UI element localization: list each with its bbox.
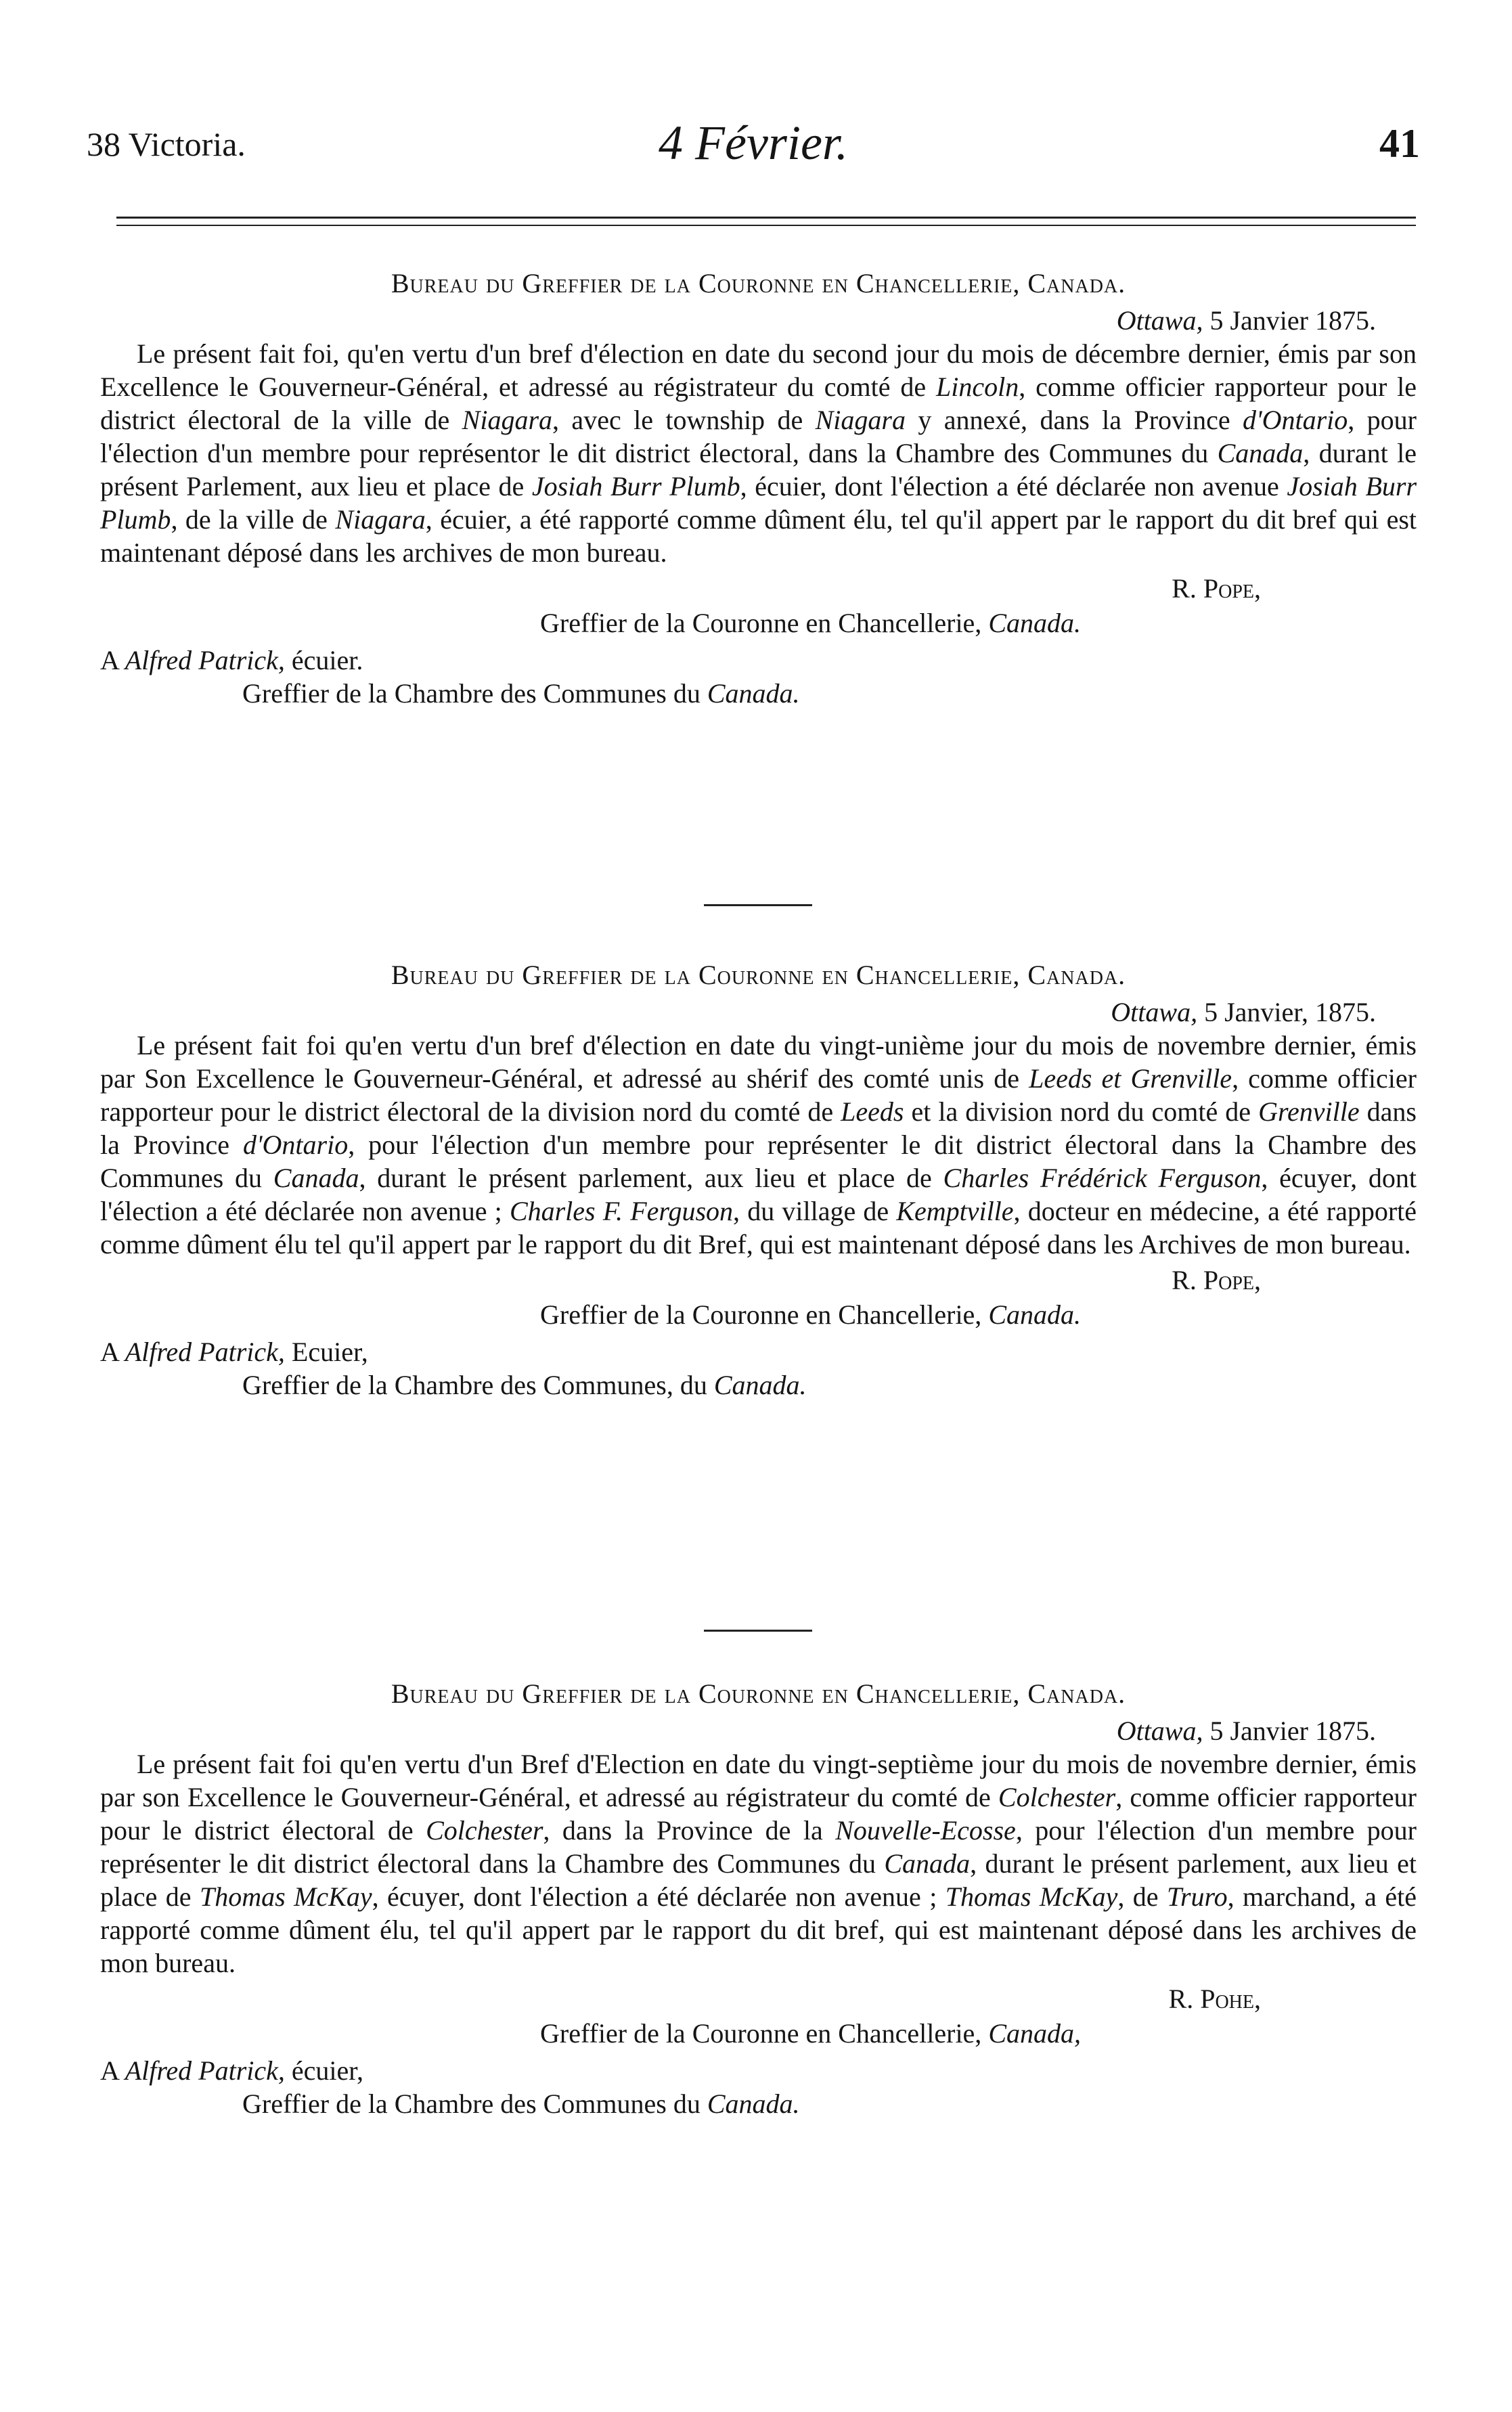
addressee — [100, 1335, 1417, 1368]
header-session: 38 Victoria. — [87, 125, 246, 163]
italic-text: Canada. — [988, 1299, 1081, 1330]
italic-text: Thomas McKay — [945, 1881, 1118, 1912]
page-number: 41 — [1379, 121, 1420, 166]
text-run: , pour l'élection d'un membre pour représenter le dit district électoral dans la Chambre des Communes du — [100, 1815, 1417, 1879]
italic-text: Colchester — [426, 1815, 543, 1846]
italic-text: Josiah Burr Plumb — [531, 471, 740, 501]
page-header — [87, 115, 1420, 176]
header-rule — [116, 217, 1416, 219]
notice-dateline — [100, 996, 1417, 1029]
signature-title — [100, 1298, 1417, 1331]
notice-title: Bureau du Greffier de la Couronne en Chancellerie, Canada. — [391, 960, 1126, 990]
text-run: Greffier de la Couronne en Chancellerie, — [540, 608, 989, 638]
text-run: Ecuier, — [284, 1337, 368, 1367]
text-run: , comme officier rapporteur pour le district électoral de la ville de — [100, 372, 1417, 435]
text-run: Greffier de la Couronne en Chancellerie, — [540, 2018, 989, 2049]
text-run: y annexé, dans la Province — [905, 405, 1243, 435]
text-run: , dans la Province de la — [543, 1815, 836, 1846]
text-run: A — [100, 645, 125, 675]
notice-dateline — [100, 304, 1417, 337]
italic-text: Colchester — [998, 1782, 1116, 1812]
text-run: dans la Province — [100, 1096, 1417, 1160]
italic-text: Truro — [1166, 1881, 1228, 1912]
notice-body — [100, 1747, 1417, 1980]
notice — [100, 267, 1417, 710]
signature-name: R. Pohe, — [1168, 1984, 1261, 2014]
italic-text: Canada — [884, 1848, 971, 1879]
notice-dateline — [100, 1714, 1417, 1747]
text-run: , de la ville de — [171, 504, 336, 535]
text-run: , marchand, a été rapporté comme dûment élu, tel qu'il appert par le rapport du dit bref, qui est maintenant déposé dans les archives de mon bureau. — [100, 1881, 1417, 1978]
text-run: , écuyer, dont l'élection a été déclarée non avenue ; — [100, 1163, 1417, 1226]
text-run: A — [100, 1337, 125, 1367]
text-run: , écuier, a été rapporté comme dûment élu, tel qu'il appert par le rapport du dit bref qui est maintenant déposé dans les archives de mon bureau. — [100, 504, 1417, 568]
section-separator — [704, 904, 812, 906]
italic-text: Nouvelle-Ecosse — [835, 1815, 1016, 1846]
text-run: Greffier de la Chambre des Communes du — [242, 678, 707, 709]
notice-body — [100, 337, 1417, 569]
italic-text: Josiah Burr Plumb — [100, 471, 1417, 535]
notice-title: Bureau du Greffier de la Couronne en Chancellerie, Canada. — [391, 1678, 1126, 1709]
text-run: , du village de — [733, 1196, 897, 1226]
text-run: Le présent fait foi qu'en vertu d'un Bref d'Election en date du vingt-septième jour du mois de novembre dernier, émis par son Excellence le Gouverneur-Général, et adressé au régistrateur du comté de — [100, 1749, 1417, 1812]
notice — [100, 958, 1417, 1402]
text-run: Le présent fait foi, qu'en vertu d'un bref d'élection en date du second jour du mois de décembre dernier, émis par son Excellence le Gouverneur-Général, et adressé au régistrateur du comté de — [100, 338, 1417, 402]
italic-text: Lincoln — [935, 372, 1019, 402]
italic-text: Canada — [273, 1163, 359, 1193]
header-date: 4 Février. — [659, 116, 848, 170]
text-run: Greffier de la Chambre des Communes, du — [242, 1370, 714, 1400]
text-run: , avec le township de — [552, 405, 816, 435]
text-run: A — [100, 2055, 125, 2086]
text-run: , pour l'élection d'un membre pour représentor le dit district électoral, dans la Chambre des Communes du — [100, 405, 1417, 468]
section-separator — [704, 1630, 812, 1632]
italic-text: Thomas McKay — [199, 1881, 372, 1912]
signature-title — [100, 606, 1417, 640]
italic-text: Charles Frédérick Ferguson — [943, 1163, 1262, 1193]
addressee-role — [100, 677, 1417, 710]
italic-text: Canada — [1217, 438, 1304, 468]
text-run: , comme officier rapporteur pour le district électoral de — [100, 1782, 1417, 1846]
text-run: Le présent fait foi qu'en vertu d'un bref d'élection en date du vingt-unième jour du mois de novembre dernier, émis par Son Excellence le Gouverneur-Général, et adressé au shérif des comté unis de — [100, 1030, 1417, 1094]
italic-text: Niagara — [815, 405, 906, 435]
italic-text: Niagara — [462, 405, 553, 435]
text-run: , durant le présent parlement, aux lieu et place de — [100, 1848, 1417, 1912]
signature-name: R. Pope, — [1172, 573, 1261, 604]
text-run: écuier. — [284, 645, 363, 675]
signature-title — [100, 2017, 1417, 2050]
addressee — [100, 644, 1417, 677]
addressee — [100, 2054, 1417, 2087]
text-run: et la division nord du comté de — [904, 1096, 1259, 1127]
text-run: , écuyer, dont l'élection a été déclarée non avenue ; — [372, 1881, 946, 1912]
signature-name: R. Pope, — [1172, 1265, 1261, 1295]
italic-text: Leeds — [841, 1096, 904, 1127]
dateline-place: Ottawa, — [1116, 1716, 1203, 1746]
text-run: , de — [1117, 1881, 1167, 1912]
italic-text: d'Ontario — [242, 1130, 349, 1160]
dateline-date: 5 Janvier 1875. — [1209, 305, 1376, 336]
notice-title: Bureau du Greffier de la Couronne en Chancellerie, Canada. — [391, 268, 1126, 298]
italic-text: d'Ontario — [1243, 405, 1348, 435]
italic-text: Niagara — [335, 504, 426, 535]
italic-text: Alfred Patrick, — [125, 645, 285, 675]
text-run: Greffier de la Chambre des Communes du — [242, 2089, 707, 2119]
notice — [100, 1677, 1417, 2120]
dateline-date: 5 Janvier, 1875. — [1204, 997, 1376, 1027]
addressee-role — [100, 1368, 1417, 1402]
header-rule — [116, 225, 1416, 226]
text-run: , durant le présent parlement, aux lieu et place de — [359, 1163, 943, 1193]
italic-text: Canada, — [988, 2018, 1081, 2049]
text-run: , pour l'élection d'un membre pour représenter le dit district électoral dans la Chambre des Communes du — [100, 1130, 1417, 1193]
italic-text: Charles F. Ferguson — [509, 1196, 734, 1226]
dateline-date: 5 Janvier 1875. — [1209, 1716, 1376, 1746]
text-run: , docteur en médecine, a été rapporté comme dûment élu tel qu'il appert par le rapport du dit Bref, qui est maintenant déposé dans les Archives de mon bureau. — [100, 1196, 1417, 1259]
italic-text: Canada. — [707, 2089, 800, 2119]
dateline-place: Ottawa, — [1116, 305, 1203, 336]
text-run: , comme officier rapporteur pour le district électoral de la division nord du comté de — [100, 1063, 1417, 1127]
italic-text: Grenville — [1258, 1096, 1360, 1127]
text-run: , durant le présent Parlement, aux lieu et place de — [100, 438, 1417, 501]
text-run: , écuier, dont l'élection a été déclarée non avenue — [740, 471, 1287, 501]
text-run: écuier, — [284, 2055, 364, 2086]
italic-text: Kemptville — [896, 1196, 1014, 1226]
italic-text: Alfred Patrick, — [125, 1337, 285, 1367]
text-run: Greffier de la Couronne en Chancellerie, — [540, 1299, 989, 1330]
italic-text: Canada. — [988, 608, 1081, 638]
dateline-place: Ottawa, — [1111, 997, 1198, 1027]
notice-body — [100, 1029, 1417, 1261]
italic-text: Alfred Patrick, — [125, 2055, 285, 2086]
italic-text: Canada. — [713, 1370, 807, 1400]
italic-text: Leeds et Grenville — [1029, 1063, 1232, 1094]
italic-text: Canada. — [707, 678, 800, 709]
addressee-role — [100, 2087, 1417, 2120]
